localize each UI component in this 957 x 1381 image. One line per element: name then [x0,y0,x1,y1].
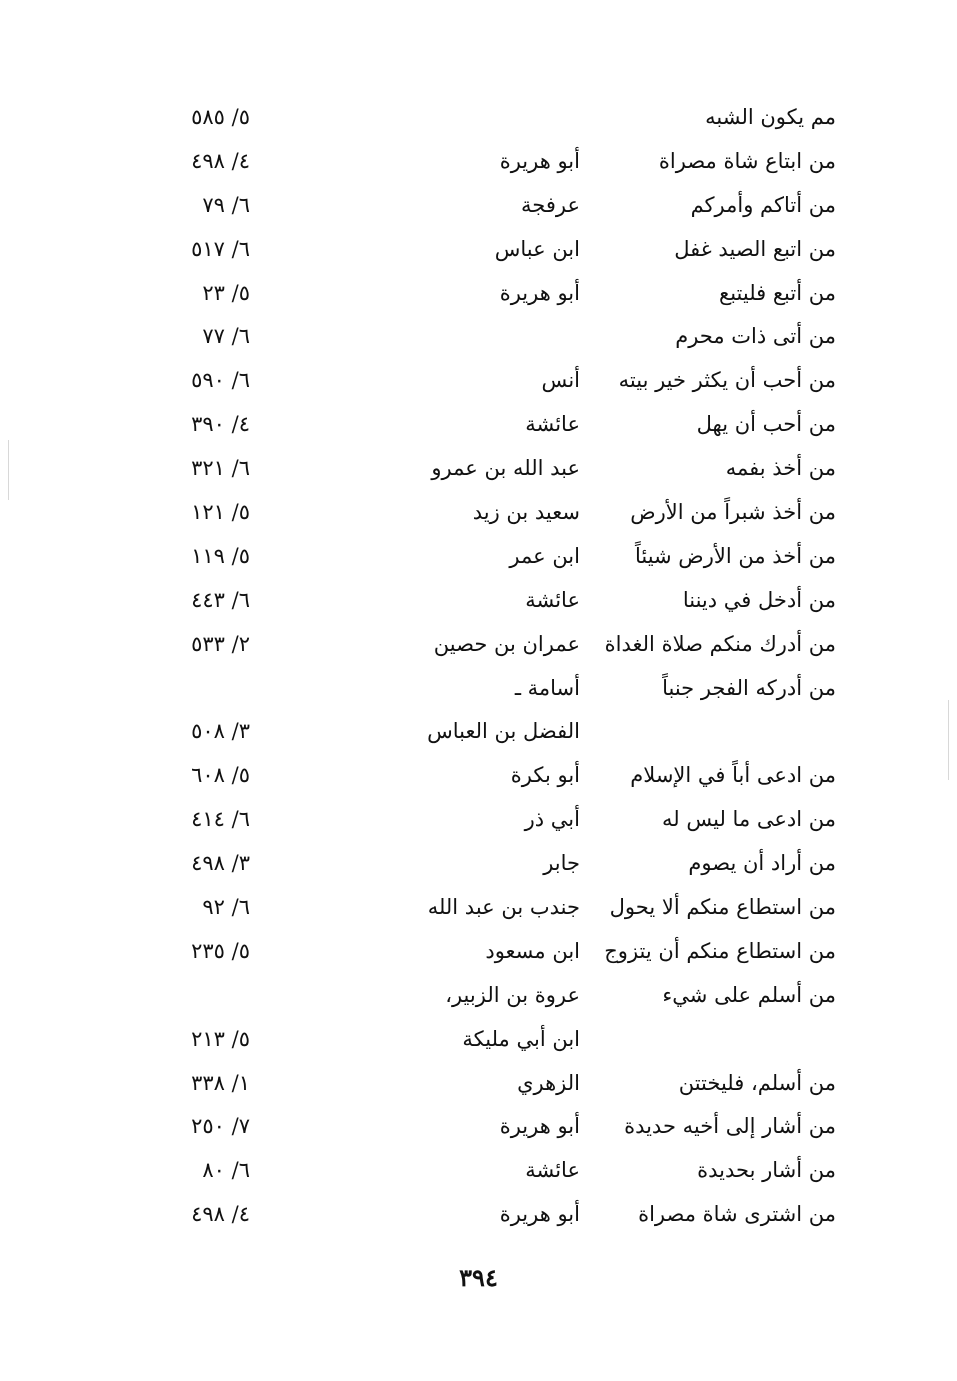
index-row [150,1062,850,1106]
hadith-phrase: من أخذ بفمه [725,456,836,481]
index-row [150,579,850,623]
index-row [150,1149,850,1193]
volume-page-reference: ٦/ ٩٢ [202,895,250,920]
narrator-name: أبو هريرة [499,1202,580,1227]
index-row [150,403,850,447]
hadith-phrase: من أحب أن يكثر خير بيته [618,368,836,393]
volume-page-reference: ٦/ ٤٤٣ [191,587,250,612]
hadith-phrase: من أسلم، فليختتن [678,1070,836,1095]
hadith-phrase: من أدخل في ديننا [682,587,836,612]
index-row [150,842,850,886]
index-row [150,1018,850,1062]
right-margin-mark [948,700,949,780]
hadith-phrase: من أدركه الفجر جنباً [662,675,836,700]
hadith-phrase: من استطاع منكم أن يتزوج [604,938,836,963]
index-row [150,96,850,140]
narrator-name: عائشة [525,587,580,612]
hadith-phrase: من اشترى شاة مصراة [638,1202,836,1227]
volume-page-reference: ٥/ ٦٠٨ [191,763,250,788]
hadith-phrase: من أتى ذات محرم [675,324,836,349]
index-row [150,315,850,359]
left-margin-mark [8,440,9,500]
index-row [150,667,850,711]
index-row [150,1105,850,1149]
narrator-name: عرفجة [521,192,580,217]
hadith-phrase: من أخذ شبراً من الأرض [630,500,836,525]
volume-page-reference: ٥/ ٥٨٥ [191,105,250,129]
hadith-index-list [150,96,850,1237]
narrator-name: ابن عمر [509,543,580,568]
volume-page-reference: ٣/ ٥٠٨ [191,719,250,744]
hadith-phrase: من ادعى أباً في الإسلام [630,763,836,788]
index-row [150,491,850,535]
index-row [150,272,850,316]
volume-page-reference: ٥/ ١٢١ [191,500,250,525]
narrator-name: جندب بن عبد الله [427,895,580,920]
narrator-name: أبو هريرة [499,280,580,305]
volume-page-reference: ٦/ ٥٩٠ [191,368,250,393]
volume-page-reference: ٦/ ٧٩ [202,192,250,217]
hadith-phrase: من اتبع الصيد غفل [674,236,836,261]
hadith-phrase: من أتاكم وأمركم [690,192,836,217]
narrator-name: عمران بن حصين [433,631,580,656]
index-row [150,710,850,754]
narrator-name: عائشة [525,1158,580,1183]
index-row [150,359,850,403]
narrator-name: ابن عباس [494,236,580,261]
index-row [150,974,850,1018]
narrator-name: عبد الله بن عمرو [431,456,580,481]
narrator-name: جابر [543,851,580,876]
narrator-name: سعيد بن زيد [472,500,580,525]
narrator-name: أنس [541,368,580,393]
volume-page-reference: ٥/ ١١٩ [191,543,250,568]
index-row [150,798,850,842]
volume-page-reference: ٤/ ٤٩٨ [191,1202,250,1227]
volume-page-reference: ١/ ٣٣٨ [191,1070,250,1095]
hadith-phrase: من أشار بحديدة [697,1158,836,1183]
hadith-phrase: من استطاع منكم ألا يحول [609,895,836,920]
hadith-phrase: من أدرك منكم صلاة الغداة [604,631,836,656]
index-row [150,447,850,491]
volume-page-reference: ٤/ ٣٩٠ [191,412,250,437]
index-row [150,1193,850,1237]
index-row [150,140,850,184]
volume-page-reference: ٥/ ٢١٣ [191,1026,250,1051]
volume-page-reference: ٥/ ٢٣ [202,280,250,305]
volume-page-reference: ٦/ ٤١٤ [191,807,250,832]
hadith-phrase: مم يكون الشبه [705,105,836,129]
volume-page-reference: ٧/ ٢٥٠ [191,1114,250,1139]
index-row [150,228,850,272]
index-row [150,535,850,579]
volume-page-reference: ٦/ ٣٢١ [191,456,250,481]
volume-page-reference: ٣/ ٤٩٨ [191,851,250,876]
hadith-phrase: من أحب أن يهل [696,412,836,437]
volume-page-reference: ٤/ ٤٩٨ [191,148,250,173]
index-row [150,754,850,798]
narrator-name: ابن أبي مليكة [462,1026,580,1051]
index-row [150,184,850,228]
narrator-name: الفضل بن العباس [427,719,580,744]
hadith-phrase: من أخذ من الأرض شيئاً [634,543,836,568]
index-row [150,886,850,930]
hadith-phrase: من أشار إلى أخيه حديدة [624,1114,836,1139]
hadith-phrase: من أسلم على شيء [662,982,836,1007]
volume-page-reference: ٦/ ٨٠ [202,1158,250,1183]
narrator-name: أبو بكرة [510,763,580,788]
index-row [150,930,850,974]
volume-page-reference: ٦/ ٥١٧ [191,236,250,261]
hadith-phrase: من ادعى ما ليس له [662,807,836,832]
volume-page-reference: ٦/ ٧٧ [202,324,250,349]
hadith-phrase: من أتبع فليتبع [719,280,836,305]
narrator-name: عائشة [525,412,580,437]
narrator-name: أبي ذر [524,807,580,832]
page-number: ٣٩٤ [459,1263,498,1292]
narrator-name: أسامة ـ [514,675,580,700]
narrator-name: الزهري [517,1070,580,1095]
narrator-name: ابن مسعود [485,938,580,963]
narrator-name: عروة بن الزبير، [445,982,580,1007]
hadith-phrase: من ابتاع شاة مصراة [658,148,836,173]
narrator-name: أبو هريرة [499,1114,580,1139]
narrator-name: أبو هريرة [499,148,580,173]
volume-page-reference: ٥/ ٢٣٥ [191,938,250,963]
index-row [150,623,850,667]
hadith-phrase: من أراد أن يصوم [688,851,836,876]
volume-page-reference: ٢/ ٥٣٣ [191,631,250,656]
